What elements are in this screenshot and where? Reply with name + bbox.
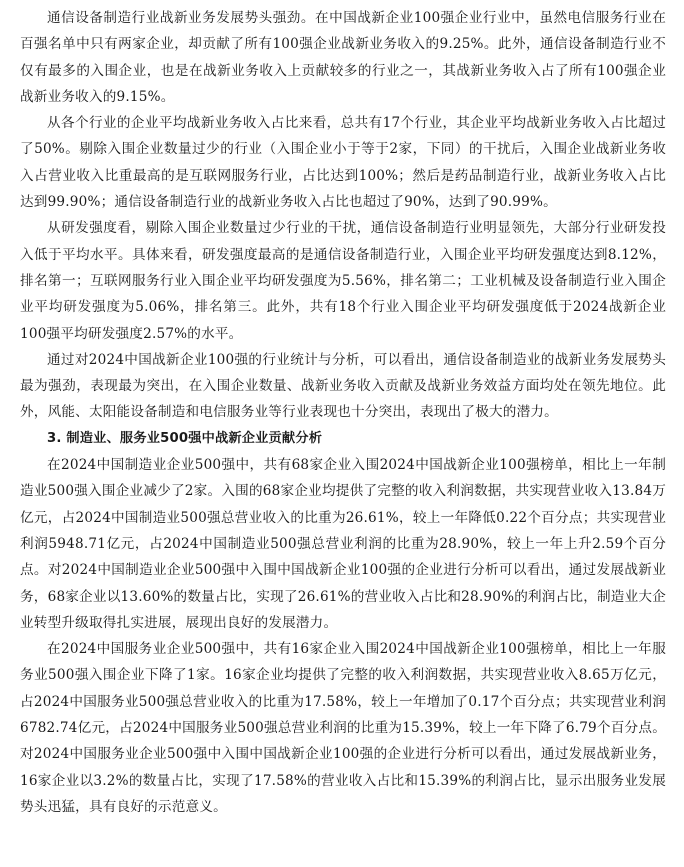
- paragraph-industry-revenue-share: 从各个行业的企业平均战新业务收入占比来看，总共有17个行业，其企业平均战新业务收入占比超过了50%。剔除入围企业数量过少的行业（入围企业小于等于2家，下同）的干扰后，入围企业战新业务收入占营业收入比重最高的是互联网服务行业，占比达到100%；然后是药品制造行业，战新业务收入占比达到99.90%；通信设备制造行业的战新业务收入占比也超过了90%，达到了90.99%。: [20, 115, 666, 211]
- section-heading: 3. 制造业、服务业500强中战新企业贡献分析: [47, 430, 323, 446]
- paragraph-telecom-equipment: 通信设备制造行业战新业务发展势头强劲。在中国战新企业100强企业行业中，虽然电信服务行业在百强名单中只有两家企业，却贡献了所有100强企业战新业务收入的9.25%。此外，通信设备制造行业不仅有最多的入围企业，也是在战新业务收入上贡献较多的行业之一，其战新业务收入占了所有100强企业战新业务收入的9.15%。: [20, 10, 666, 105]
- paragraph-industry-summary: 通过对2024中国战新企业100强的行业统计与分析，可以看出，通信设备制造业的战新业务发展势头最为强劲，表现最为突出，在入围企业数量、战新业务收入贡献及战新业务效益方面均处在领先地位。此外，风能、太阳能设备制造和电信服务业等行业表现也十分突出，表现出了极大的潜力。: [20, 351, 666, 421]
- paragraph-services-500: 在2024中国服务业企业500强中，共有16家企业入围2024中国战新企业100强榜单，相比上一年服务业500强入围企业下降了1家。16家企业均提供了完整的收入利润数据，共实现营业收入8.65万亿元，占2024中国服务业500强总营业收入的比重为17.58%，较上一年增加了0.17个百分点；共实现营业利润6782.74亿元，占2024中国服务业500强总营业利润的比重为15.39%，较上一年下降了6.79个百分点。对2024中国服务业企业500强中入围中国战新企业100强的企业进行分析可以看出，通过发展战新业务，16家企业以3.2%的数量占比，实现了17.58%的营业收入占比和15.39%的利润占比，显示出服务业发展势头迅猛，具有良好的示范意义。: [20, 641, 666, 815]
- paragraph-rd-intensity: 从研发强度看，剔除入围企业数量过少行业的干扰，通信设备制造行业明显领先，大部分行业研发投入低于平均水平。具体来看，研发强度最高的是通信设备制造行业，入围企业平均研发强度达到8.12%，排名第一；互联网服务行业入围企业平均研发强度为5.56%，排名第二；工业机械及设备制造行业入围企业平均研发强度为5.06%，排名第三。此外，共有18个行业入围企业平均研发强度低于2024战新企业100强平均研发强度2.57%的水平。: [20, 220, 666, 342]
- paragraph-manufacturing-500: 在2024中国制造业企业500强中，共有68家企业入围2024中国战新企业100强榜单，相比上一年制造业500强入围企业减少了2家。入围的68家企业均提供了完整的收入利润数据，共实现营业收入13.84万亿元，占2024中国制造业500强总营业收入的比重为26.61%，较上一年降低0.22个百分点；共实现营业利润5948.71亿元，占2024中国制造业500强总营业利润的比重为28.90%，较上一年上升2.59个百分点。对2024中国制造业企业500强中入围中国战新企业100强的企业进行分析可以看出，通过发展战新业务，68家企业以13.60%的数量占比，实现了26.61%的营业收入占比和28.90%的利润占比，制造业大企业转型升级取得扎实进展，展现出良好的发展潜力。: [20, 457, 666, 631]
